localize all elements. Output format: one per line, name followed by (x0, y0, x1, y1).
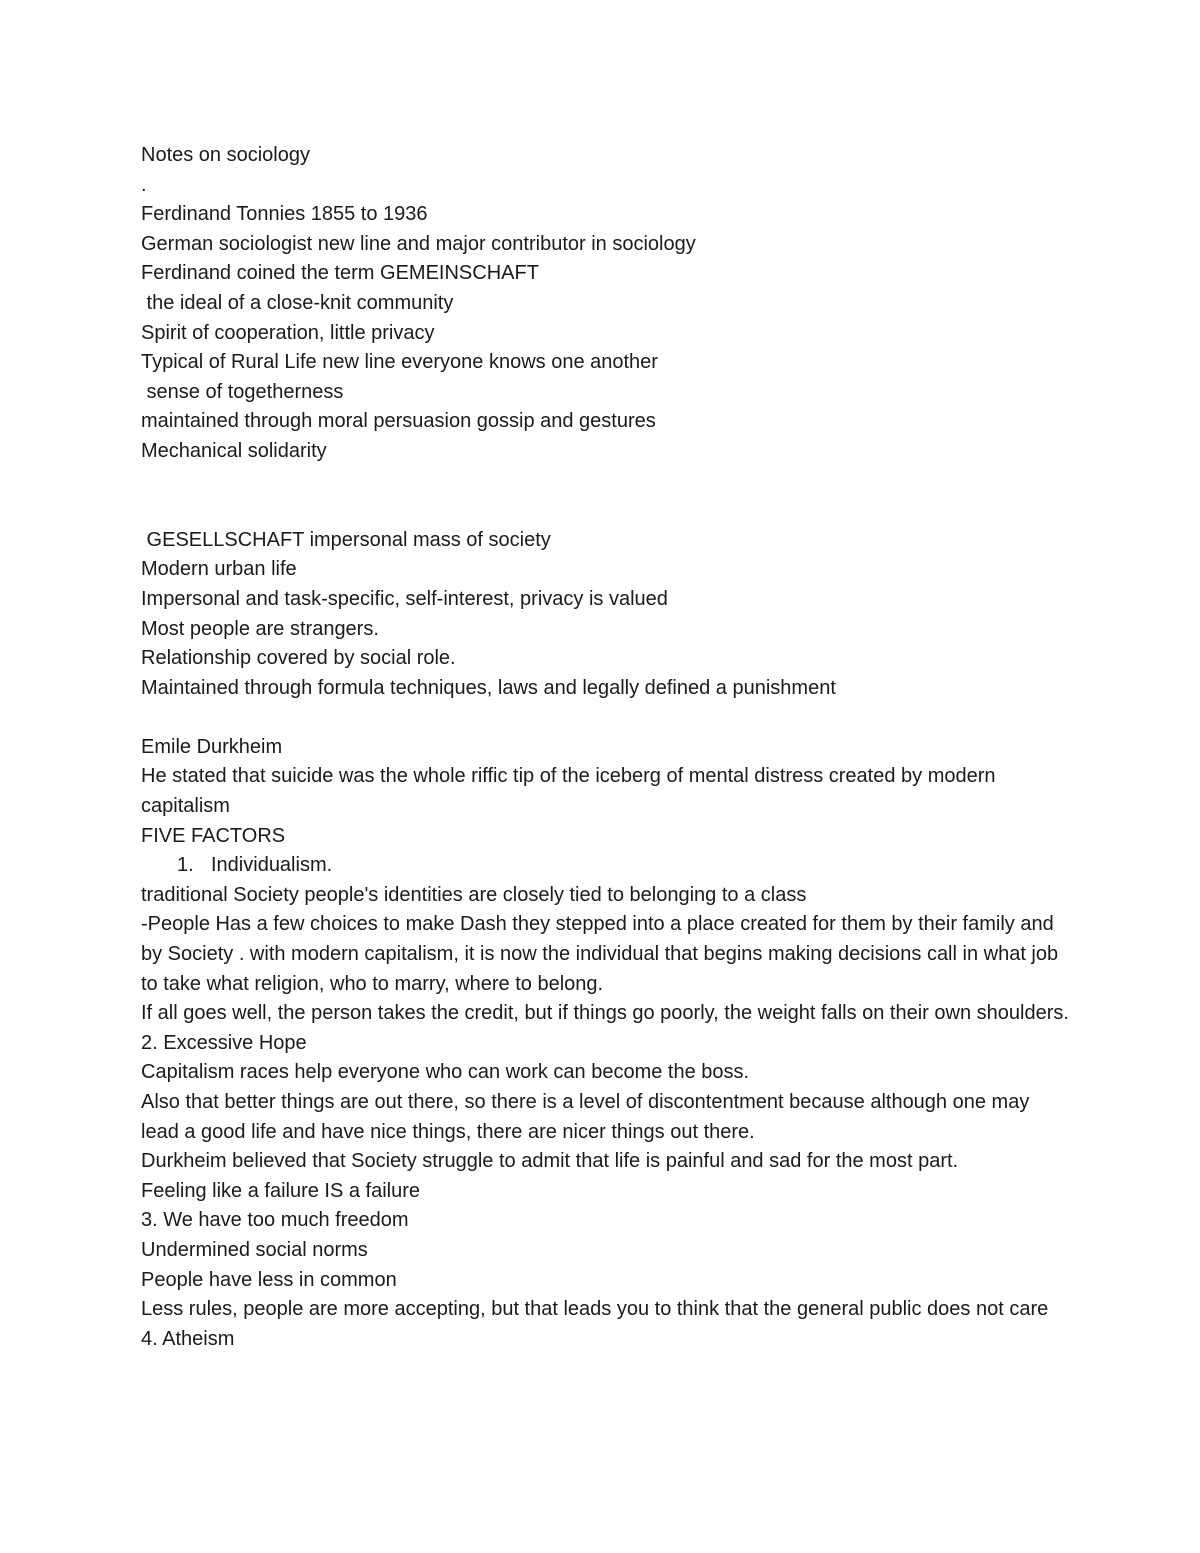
factor-3-line: People have less in common (141, 1268, 397, 1291)
factor-3-label: 3. We have too much freedom (141, 1209, 409, 1232)
factor-3-line: Less rules, people are more accepting, but that leads you to think that the general public does not care (141, 1298, 1049, 1321)
tonnies-line: the ideal of a close-knit community (141, 291, 454, 314)
factor-3-line: Undermined social norms (141, 1238, 368, 1261)
durkheim-intro: He stated that suicide was the whole riffic tip of the iceberg of mental distress created by modern capitalism (141, 765, 996, 818)
factor-2-line: Capitalism races help everyone who can work can become the boss. (141, 1061, 750, 1084)
factor-1-label: Individualism. (211, 854, 333, 877)
gesellschaft-line: Maintained through formula techniques, laws and legally defined a punishment (141, 676, 836, 699)
document-page (141, 141, 1071, 1354)
tonnies-line: Ferdinand coined the term GEMEINSCHAFT (141, 262, 539, 285)
factor-4-label: 4. Atheism (141, 1327, 235, 1350)
tonnies-line: sense of togetherness (141, 380, 344, 403)
tonnies-line: Mechanical solidarity (141, 439, 327, 462)
tonnies-line: maintained through moral persuasion gossip and gestures (141, 410, 656, 433)
gesellschaft-heading: GESELLSCHAFT impersonal mass of society (141, 528, 551, 551)
factor-2-line: Also that better things are out there, so there is a level of discontentment because although one may lead a good life and have nice things, there are nicer things out there. (141, 1091, 1030, 1143)
factor-1-item (141, 851, 1071, 881)
tonnies-line: German sociologist new line and major contributor in sociology (141, 232, 696, 255)
factor-1-number: 1. (177, 854, 194, 877)
gesellschaft-line: Relationship covered by social role. (141, 647, 456, 670)
factors-heading: FIVE FACTORS (141, 824, 286, 847)
document-title: Notes on sociology (141, 144, 310, 166)
factor-2-line: Durkheim believed that Society struggle to admit that life is painful and sad for the most part. (141, 1150, 959, 1173)
tonnies-heading: Ferdinand Tonnies 1855 to 1936 (141, 203, 428, 226)
spacer (141, 703, 1071, 733)
tonnies-line: Typical of Rural Life new line everyone knows one another (141, 351, 658, 374)
factor-1-line: traditional Society people's identities are closely tied to belonging to a class (141, 883, 807, 906)
factor-2-line: Feeling like a failure IS a failure (141, 1179, 421, 1202)
gesellschaft-line: Modern urban life (141, 558, 297, 581)
tonnies-line: Spirit of cooperation, little privacy (141, 321, 435, 344)
spacer (141, 467, 1071, 526)
factor-2-label: 2. Excessive Hope (141, 1031, 307, 1054)
durkheim-heading: Emile Durkheim (141, 735, 283, 758)
factor-1-line: If all goes well, the person takes the credit, but if things go poorly, the weight falls on their own shoulders. (141, 1002, 1069, 1025)
gesellschaft-line: Most people are strangers. (141, 617, 379, 640)
gesellschaft-line: Impersonal and task-specific, self-interest, privacy is valued (141, 587, 668, 610)
factor-1-line: -People Has a few choices to make Dash they stepped into a place created for them by their family and by Society . with modern capitalism, it is now the individual that begins making decisions call in what job to take what religion, who to marry, where to belong. (141, 913, 1059, 995)
separator-dot: . (141, 173, 147, 196)
